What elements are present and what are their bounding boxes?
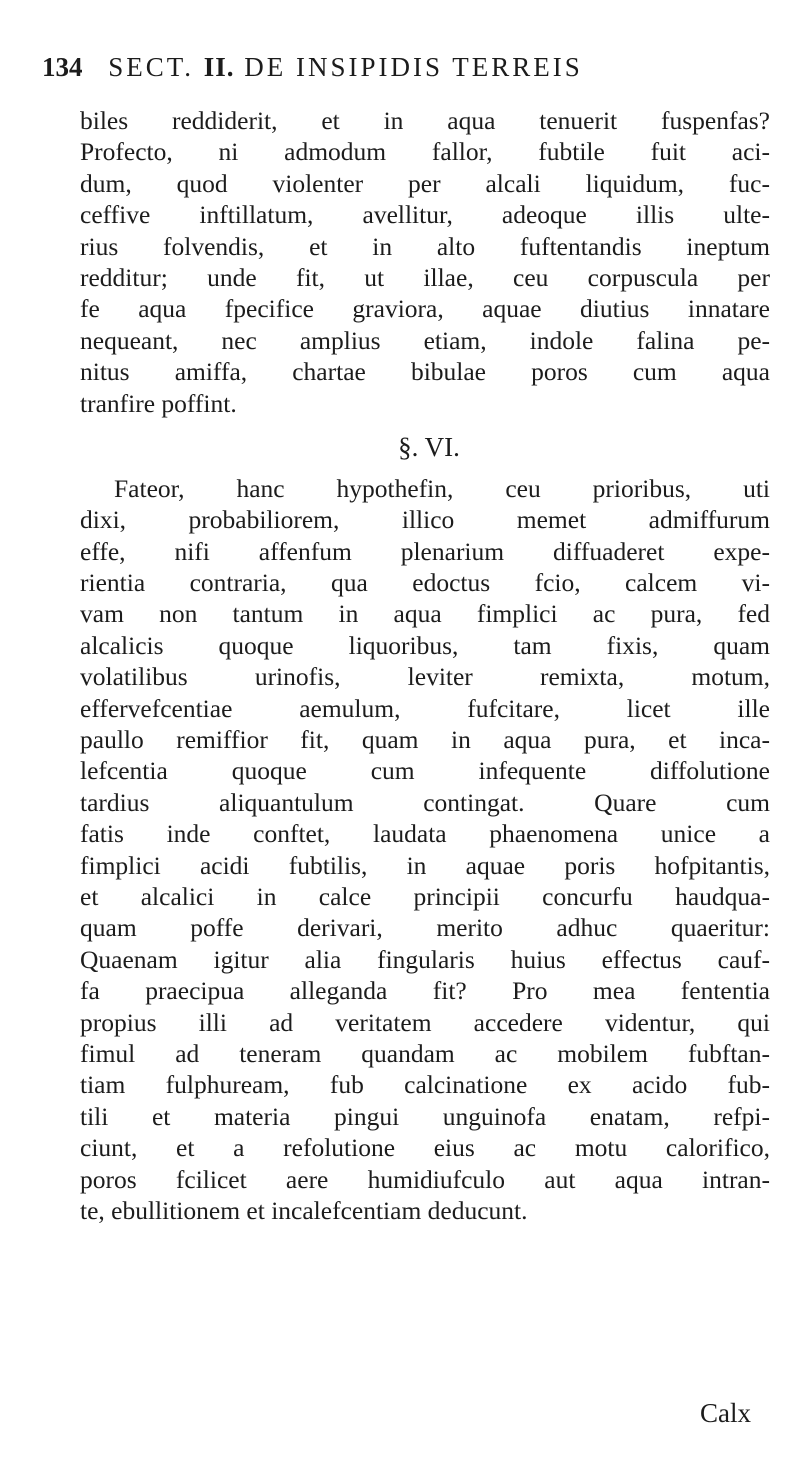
catchword: Calx bbox=[700, 1398, 751, 1428]
section-heading: §. VI. bbox=[398, 431, 460, 462]
text-line: tranfire poffint. bbox=[80, 388, 237, 418]
text-line: ciunt, et a refolutione eius ac motu calorifico, bbox=[80, 1133, 770, 1163]
paragraph-1 bbox=[80, 105, 770, 419]
section-label: SECT. bbox=[108, 52, 195, 82]
text-line: biles reddiderit, et in aqua tenuerit fuspenfas? bbox=[80, 106, 770, 135]
text-line: Quaenam igitur alia fingularis huius effectus cauf- bbox=[80, 944, 770, 974]
text-line: tardius aliquantulum contingat. Quare cum bbox=[80, 787, 770, 817]
text-line: Profecto, ni admodum fallor, fubtile fuit aci- bbox=[80, 137, 770, 167]
section-title: DE INSIPIDIS TERREIS bbox=[244, 52, 583, 82]
text-line: effervefcentiae aemulum, fufcitare, licet ille bbox=[80, 693, 770, 723]
text-line: fimul ad teneram quandam ac mobilem fubftan- bbox=[80, 1038, 770, 1068]
text-line: nitus amiffa, chartae bibulae poros cum aqua bbox=[80, 357, 770, 387]
section-number: II. bbox=[203, 52, 235, 82]
text-line: quam poffe derivari, merito adhuc quaeritur: bbox=[80, 913, 770, 943]
text-line: fe aqua fpecifice graviora, aquae diutius innatare bbox=[80, 294, 770, 324]
text-line: poros fcilicet aere humidiufculo aut aqua intran- bbox=[80, 1164, 770, 1194]
body-text bbox=[80, 105, 770, 1226]
text-line: dixi, probabiliorem, illico memet admiffurum bbox=[80, 505, 770, 535]
text-line: vam non tantum in aqua fimplici ac pura, fed bbox=[80, 599, 770, 629]
text-line: nequeant, nec amplius etiam, indole falina pe- bbox=[80, 325, 770, 355]
text-line: ceffive inftillatum, avellitur, adeoque illis ulte- bbox=[80, 200, 770, 230]
text-line: propius illi ad veritatem accedere videntur, qui bbox=[80, 1007, 770, 1037]
text-line: Fateor, hanc hypothefin, ceu prioribus, uti bbox=[114, 473, 770, 503]
text-line: fa praecipua alleganda fit? Pro mea fententia bbox=[80, 976, 770, 1006]
text-line: tiam fulphuream, fub calcinatione ex acido fub- bbox=[80, 1070, 770, 1100]
text-line: te, ebullitionem et incalefcentiam deducunt. bbox=[80, 1195, 528, 1225]
text-line: lefcentia quoque cum infequente diffolutione bbox=[80, 756, 770, 786]
text-line: effe, nifi affenfum plenarium diffuaderet expe- bbox=[80, 536, 770, 566]
paragraph-2 bbox=[80, 473, 770, 1226]
text-line: rientia contraria, qua edoctus fcio, calcem vi- bbox=[80, 568, 770, 598]
text-line: alcalicis quoque liquoribus, tam fixis, quam bbox=[80, 630, 770, 660]
running-header bbox=[42, 52, 762, 92]
text-line: et alcalici in calce principii concurfu haudqua- bbox=[80, 881, 770, 911]
text-line: volatilibus urinofis, leviter remixta, motum, bbox=[80, 662, 770, 692]
text-line: rius folvendis, et in alto fuftentandis ineptum bbox=[80, 231, 770, 261]
text-line: tili et materia pingui unguinofa enatam, refpi- bbox=[80, 1101, 770, 1131]
page-number: 134 bbox=[42, 52, 83, 82]
text-line: paullo remiffior fit, quam in aqua pura, et inca- bbox=[80, 725, 770, 755]
text-line: fimplici acidi fubtilis, in aquae poris hofpitantis, bbox=[80, 850, 770, 880]
text-line: dum, quod violenter per alcali liquidum, fuc- bbox=[80, 168, 770, 198]
text-line: fatis inde conftet, laudata phaenomena unice a bbox=[80, 819, 770, 849]
text-line: redditur; unde fit, ut illae, ceu corpuscula per bbox=[80, 262, 770, 292]
